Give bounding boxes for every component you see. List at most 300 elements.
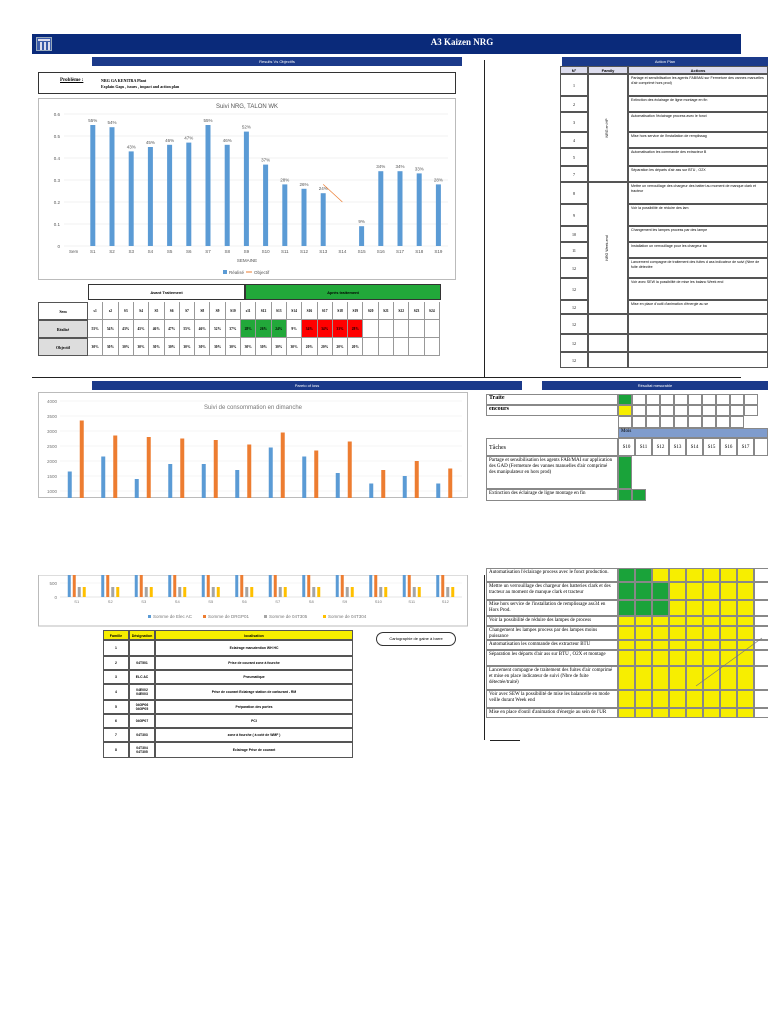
task-status bbox=[754, 640, 768, 650]
task-status bbox=[737, 582, 754, 600]
week-header: S12 bbox=[652, 438, 669, 456]
task-status bbox=[618, 600, 635, 616]
grid-cell bbox=[674, 416, 688, 428]
x-tick-label: S12 bbox=[299, 249, 309, 254]
family-header: localisation bbox=[155, 630, 353, 640]
bar-elec-ac bbox=[436, 484, 440, 499]
week-header: S11 bbox=[635, 438, 652, 456]
week-cell: 54% bbox=[103, 320, 118, 338]
data-label: 34% bbox=[395, 164, 405, 170]
x-tick-label: S15 bbox=[357, 249, 366, 254]
grid-cell bbox=[632, 405, 646, 416]
bar-elec-ac bbox=[168, 464, 172, 498]
family-cell: ELC AC bbox=[129, 670, 155, 684]
task-status bbox=[635, 626, 652, 640]
family-cell bbox=[129, 640, 155, 656]
taches-label: Tâches bbox=[486, 438, 618, 456]
week-cell bbox=[409, 338, 424, 356]
task-status bbox=[737, 690, 754, 708]
bar-lower bbox=[341, 575, 344, 597]
action-text: Voir la possibilité de réduire des lam bbox=[628, 204, 768, 226]
family-cell: 04GP06 04GP05 bbox=[129, 700, 155, 714]
bar-lower bbox=[307, 575, 310, 597]
week-cell: 30% bbox=[256, 338, 271, 356]
task-status bbox=[703, 600, 720, 616]
grid-cell bbox=[702, 416, 716, 428]
task-status bbox=[635, 650, 652, 666]
week-cell: 20% bbox=[333, 338, 348, 356]
bar-realise bbox=[436, 184, 441, 246]
task-status bbox=[720, 582, 737, 600]
family-header: Désignation bbox=[129, 630, 155, 640]
task-text: Automatisation l'éclairage process avec le fonct production. bbox=[486, 568, 618, 582]
week-cell: 34% bbox=[302, 320, 317, 338]
task-status bbox=[669, 582, 686, 600]
grid-cell bbox=[674, 394, 688, 405]
task-status bbox=[669, 708, 686, 718]
bar-elec-ac bbox=[101, 457, 105, 499]
task-status bbox=[632, 489, 646, 501]
bar-lower bbox=[351, 587, 354, 597]
bar-lower bbox=[135, 575, 138, 597]
bar-realise bbox=[302, 189, 307, 246]
week-cell: 9% bbox=[287, 320, 302, 338]
bar-lower bbox=[346, 587, 349, 597]
bar-realise bbox=[282, 184, 287, 246]
bar-lower bbox=[150, 587, 153, 597]
bar-realise bbox=[398, 171, 403, 246]
bar-realise bbox=[244, 132, 249, 246]
bar-lower bbox=[116, 587, 119, 597]
cartographie-label: Cartographie de gaine à barre bbox=[389, 636, 443, 641]
bar-lower bbox=[413, 587, 416, 597]
x-tick-label: S5 bbox=[208, 599, 214, 604]
task-status bbox=[754, 568, 768, 582]
action-number: 8 bbox=[560, 182, 588, 204]
task-status bbox=[720, 666, 737, 690]
x-tick-label: S17 bbox=[395, 249, 405, 254]
week-cell: 24% bbox=[272, 320, 287, 338]
action-number: 12 bbox=[560, 278, 588, 300]
week-cell: 45% bbox=[134, 320, 149, 338]
bar-elec-ac bbox=[269, 448, 273, 499]
week-cell: 28% bbox=[241, 320, 256, 338]
grid-cell bbox=[646, 416, 660, 428]
task-status bbox=[720, 626, 737, 640]
data-label: 52% bbox=[241, 124, 251, 130]
legend-entry: Somme de Elec AC bbox=[153, 614, 193, 619]
data-label: 47% bbox=[184, 135, 194, 141]
action-number: 5 bbox=[560, 148, 588, 166]
bar-realise bbox=[417, 173, 422, 246]
chart-title: Suivi de consommation en dimanche bbox=[203, 405, 303, 411]
family-header: Famille bbox=[103, 630, 129, 640]
bar-lower bbox=[68, 575, 71, 597]
grid-cell bbox=[688, 416, 702, 428]
task-status bbox=[754, 626, 768, 640]
task-status bbox=[703, 626, 720, 640]
week-cell: S10 bbox=[226, 302, 241, 320]
bar-lower bbox=[274, 575, 277, 597]
probleme-label: Problème : bbox=[60, 78, 84, 83]
task-status bbox=[686, 568, 703, 582]
week-cell: S13 bbox=[272, 302, 287, 320]
week-cell: S9 bbox=[210, 302, 225, 320]
grid-cell bbox=[646, 394, 660, 405]
week-cell: 34% bbox=[318, 320, 333, 338]
family-nrg-weekend-label: NRG Week-end bbox=[605, 235, 609, 261]
grid-cell bbox=[716, 405, 730, 416]
task-status bbox=[635, 666, 652, 690]
task-status bbox=[720, 640, 737, 650]
consumption-chart-lower bbox=[38, 575, 468, 627]
x-tick-label: S2 bbox=[107, 599, 113, 604]
task-status bbox=[618, 690, 635, 708]
bar-lower bbox=[374, 575, 377, 597]
task-status bbox=[703, 708, 720, 718]
cartographie-box bbox=[376, 632, 456, 646]
bar-realise bbox=[359, 226, 364, 246]
bar-drgp01 bbox=[247, 445, 251, 499]
x-tick-label: S4 bbox=[174, 599, 180, 604]
bar-lower bbox=[83, 587, 86, 597]
grid-cell bbox=[674, 405, 688, 416]
data-label: 37% bbox=[261, 157, 271, 163]
task-text: Mise hors service de l'installation de remplissage ass34 en Hors Prod. bbox=[486, 600, 618, 616]
task-status bbox=[652, 626, 669, 640]
action-plan-table bbox=[560, 66, 768, 374]
task-status bbox=[686, 600, 703, 616]
y-tick-label: 1000 bbox=[46, 489, 57, 494]
bar-elec-ac bbox=[202, 464, 206, 498]
task-status bbox=[686, 666, 703, 690]
bar-realise bbox=[148, 147, 153, 246]
pareto-band: Pareto of loss bbox=[92, 381, 522, 390]
bar-lower bbox=[235, 575, 238, 597]
task-status bbox=[618, 708, 635, 718]
grid-cell bbox=[702, 394, 716, 405]
task-status bbox=[686, 708, 703, 718]
legend-entry: Somme de 04T304 bbox=[328, 614, 367, 619]
week-cell: 52% bbox=[210, 320, 225, 338]
bar-lower bbox=[245, 587, 248, 597]
bar-elec-ac bbox=[68, 472, 72, 499]
divider-v bbox=[484, 60, 485, 378]
bar-lower bbox=[408, 575, 411, 597]
avant-header: Avant Traitement bbox=[88, 284, 245, 300]
family-cell: 8 bbox=[103, 742, 129, 758]
action-text: Mettre un verrouillage des chargeur des batteri au moment de manque clark et tracteur bbox=[628, 182, 768, 204]
bar-realise bbox=[167, 145, 172, 246]
data-label: 9% bbox=[358, 219, 365, 225]
data-label: 28% bbox=[433, 177, 443, 183]
week-cell: 46% bbox=[195, 320, 210, 338]
bar-lower bbox=[145, 587, 148, 597]
chart-title: Suivi NRG, TALON WK bbox=[215, 104, 279, 110]
action-number: 3 bbox=[560, 112, 588, 132]
grid-cell bbox=[688, 394, 702, 405]
bar-elec-ac bbox=[403, 476, 407, 498]
family-cell: Prise de courant zone à fourche bbox=[155, 656, 353, 670]
task-status bbox=[635, 600, 652, 616]
y-tick-label: 1500 bbox=[46, 474, 57, 479]
data-label: 26% bbox=[299, 181, 309, 187]
task-text: Extinction des éclairage de ligne montage en fin bbox=[486, 489, 618, 501]
week-cell bbox=[379, 320, 394, 338]
task-status bbox=[669, 568, 686, 582]
family-cell: Préparation des portes bbox=[155, 700, 353, 714]
y-tick-label: 0 bbox=[57, 244, 60, 249]
task-status bbox=[737, 650, 754, 666]
bar-lower bbox=[269, 575, 272, 597]
family-nrg-hp bbox=[588, 74, 628, 182]
week-cell bbox=[363, 338, 378, 356]
data-label: 46% bbox=[222, 137, 232, 143]
x-tick-label: S8 bbox=[224, 249, 230, 254]
week-cell: S17 bbox=[318, 302, 333, 320]
task-status bbox=[754, 600, 768, 616]
task-text: Partage et sensibilisation les agents FAB/MAI sur application des GAD (Fermeture des vannes manuelles d'air comprimé des manipulateur en hors prod) bbox=[486, 456, 618, 489]
bar-lower bbox=[436, 575, 439, 597]
week-cell bbox=[379, 338, 394, 356]
action-number: 12 bbox=[560, 258, 588, 278]
grid-cell bbox=[744, 405, 758, 416]
bar-lower bbox=[451, 587, 454, 597]
action-text: Installation un verrouillage pour les chargeur ba bbox=[628, 242, 768, 258]
x-tick-label: S11 bbox=[280, 249, 289, 254]
y-tick-label: 0.4 bbox=[53, 156, 60, 161]
task-status bbox=[686, 640, 703, 650]
action-text bbox=[628, 334, 768, 352]
bar-realise bbox=[321, 193, 326, 246]
task-status bbox=[652, 600, 669, 616]
data-label: 24% bbox=[318, 186, 328, 192]
grid-cell bbox=[716, 416, 730, 428]
action-number: 12 bbox=[560, 352, 588, 368]
week-cell: 37% bbox=[226, 320, 241, 338]
x-axis-label: SEMAINE bbox=[236, 258, 258, 263]
bar-lower bbox=[446, 587, 449, 597]
bar-lower bbox=[101, 575, 104, 597]
task-text: Voir la possibilité de réduire des lampes de process bbox=[486, 616, 618, 626]
grid-cell bbox=[716, 394, 730, 405]
task-text: Changement les lampes process par des lampes moins puissance bbox=[486, 626, 618, 640]
data-label: 55% bbox=[88, 118, 98, 123]
x-tick-label: S16 bbox=[376, 249, 385, 254]
bar-drgp01 bbox=[113, 436, 117, 499]
family-cell: 4 bbox=[103, 684, 129, 700]
family-cell: 6 bbox=[103, 714, 129, 728]
bar-elec-ac bbox=[369, 484, 373, 499]
task-status bbox=[737, 708, 754, 718]
grid-cell bbox=[646, 405, 660, 416]
family-cell: 7 bbox=[103, 728, 129, 742]
task-status bbox=[737, 640, 754, 650]
week-cell: 30% bbox=[119, 338, 134, 356]
grid-cell bbox=[730, 394, 744, 405]
week-cell: S18 bbox=[333, 302, 348, 320]
week-cell: S16 bbox=[302, 302, 317, 320]
task-status bbox=[618, 456, 632, 489]
bar-elec-ac bbox=[235, 470, 239, 498]
x-tick-label: S5 bbox=[166, 249, 173, 254]
family-nrg-hp-label: NRG en HP bbox=[605, 118, 609, 138]
x-tick-label: S18 bbox=[415, 249, 424, 254]
y-tick-label: 3000 bbox=[46, 429, 57, 434]
y-tick-label: 2000 bbox=[46, 459, 57, 464]
bar-drgp01 bbox=[314, 451, 318, 499]
y-tick-label: 500 bbox=[49, 581, 57, 586]
task-status bbox=[669, 600, 686, 616]
action-text: Voir avec SEW la possibilité de mise les balanc Week end bbox=[628, 278, 768, 300]
family-cell: 2 bbox=[103, 656, 129, 670]
grid-cell bbox=[660, 405, 674, 416]
task-status bbox=[652, 582, 669, 600]
bar-lower bbox=[403, 575, 406, 597]
data-label: 43% bbox=[126, 144, 136, 150]
data-label: 28% bbox=[280, 177, 290, 183]
week-cell: 55% bbox=[180, 320, 195, 338]
week-cell: 30% bbox=[210, 338, 225, 356]
week-cell: S24 bbox=[425, 302, 440, 320]
week-cell: 30% bbox=[149, 338, 164, 356]
action-text: Mise hors service de l'installation de remplissag bbox=[628, 132, 768, 148]
task-status bbox=[652, 650, 669, 666]
action-number: 1 bbox=[560, 74, 588, 96]
task-status bbox=[686, 582, 703, 600]
grid-cell bbox=[744, 394, 758, 405]
encours-swatch bbox=[618, 405, 632, 416]
task-status bbox=[720, 708, 737, 718]
action-number: 10 bbox=[560, 226, 588, 242]
week-cell: 20% bbox=[318, 338, 333, 356]
task-status bbox=[652, 568, 669, 582]
bar-lower bbox=[106, 575, 109, 597]
action-text: Changement les lampes process par des lampe bbox=[628, 226, 768, 242]
week-cell bbox=[409, 320, 424, 338]
bar-drgp01 bbox=[214, 440, 218, 498]
task-status bbox=[754, 650, 768, 666]
task-status bbox=[703, 650, 720, 666]
task-status bbox=[669, 626, 686, 640]
action-number: 7 bbox=[560, 166, 588, 182]
task-status bbox=[635, 582, 652, 600]
task-status bbox=[669, 640, 686, 650]
week-cell bbox=[394, 338, 409, 356]
bar-drgp01 bbox=[415, 461, 419, 498]
task-status bbox=[720, 568, 737, 582]
week-cell: 30% bbox=[226, 338, 241, 356]
task-status bbox=[754, 616, 768, 626]
week-cell: S5 bbox=[149, 302, 164, 320]
task-status bbox=[686, 616, 703, 626]
y-tick-label: 0.3 bbox=[53, 178, 60, 183]
legend-entry: Somme de 04T305 bbox=[269, 614, 308, 619]
legend-swatch bbox=[264, 615, 267, 618]
week-header: S16 bbox=[720, 438, 737, 456]
family-cell: 04T303 bbox=[129, 728, 155, 742]
bar-drgp01 bbox=[80, 421, 84, 499]
y-tick-label: 0 bbox=[54, 595, 57, 600]
grid-cell bbox=[730, 416, 744, 428]
divider-v2 bbox=[484, 575, 485, 740]
task-status bbox=[720, 690, 737, 708]
task-status bbox=[703, 616, 720, 626]
problem-box bbox=[38, 72, 456, 94]
page-title: A3 Kaizen NRG bbox=[430, 37, 494, 47]
x-tick-label: S1 bbox=[74, 599, 80, 604]
family-empty bbox=[588, 314, 628, 334]
family-cell: Eclairage Prise de courant bbox=[155, 742, 353, 758]
task-status bbox=[652, 640, 669, 650]
suivi-table bbox=[486, 393, 768, 523]
legend-swatch bbox=[203, 615, 206, 618]
family-nrg-weekend bbox=[588, 182, 628, 314]
bar-drgp01 bbox=[180, 439, 184, 499]
bar-lower bbox=[336, 575, 339, 597]
week-header: S13 bbox=[669, 438, 686, 456]
task-status bbox=[669, 650, 686, 666]
x-tick-label: S10 bbox=[261, 249, 270, 254]
grid-cell bbox=[754, 438, 768, 456]
bar-lower bbox=[369, 575, 372, 597]
task-status bbox=[618, 650, 635, 666]
task-text: Mettre un verrouillage des chargeur des batteries clark et des tracteur au moment de manque clark et tracteur bbox=[486, 582, 618, 600]
data-label: 33% bbox=[414, 166, 424, 172]
family-cell: Pneumatique bbox=[155, 670, 353, 684]
bar-lower bbox=[78, 587, 81, 597]
week-cell: 47% bbox=[165, 320, 180, 338]
action-number: 12 bbox=[560, 300, 588, 314]
mois-label: Mois bbox=[618, 428, 768, 438]
x-tick-label: S6 bbox=[241, 599, 247, 604]
week-row-label: Réalisé bbox=[38, 320, 88, 338]
week-row-label: Objectif bbox=[38, 338, 88, 356]
week-cell: 30% bbox=[180, 338, 195, 356]
week-cell bbox=[425, 338, 440, 356]
y-tick-label: 0.1 bbox=[53, 222, 60, 227]
action-number: 9 bbox=[560, 204, 588, 226]
task-status bbox=[686, 690, 703, 708]
action-text: Séparation les départs d'air ass sur BTU , O2X bbox=[628, 166, 768, 182]
family-cell: 3 bbox=[103, 670, 129, 684]
week-header: S15 bbox=[703, 438, 720, 456]
family-empty bbox=[588, 352, 628, 368]
week-cell: 30% bbox=[272, 338, 287, 356]
probleme-line1: NRG GA KENITRA Plant bbox=[101, 78, 147, 83]
task-text: Mise en place d'outil d'animation d'énergie au sein de l'UR bbox=[486, 708, 618, 718]
week-cell: S14 bbox=[287, 302, 302, 320]
bar-realise bbox=[225, 145, 230, 246]
family-cell: Prise de courant Eclairage station de carburant - RM bbox=[155, 684, 353, 700]
action-number: 2 bbox=[560, 96, 588, 112]
x-tick-label: S3 bbox=[128, 249, 134, 254]
family-empty bbox=[588, 334, 628, 352]
task-status bbox=[618, 626, 635, 640]
bar-lower bbox=[250, 587, 253, 597]
legend-realise: Réalisé bbox=[229, 270, 245, 275]
task-status bbox=[703, 582, 720, 600]
bar-lower bbox=[240, 575, 243, 597]
action-text bbox=[628, 352, 768, 368]
task-status bbox=[618, 640, 635, 650]
suivi-band: Résultat mesurable bbox=[542, 381, 768, 390]
bar-elec-ac bbox=[302, 457, 306, 499]
task-status bbox=[618, 616, 635, 626]
bar-lower bbox=[140, 575, 143, 597]
week-cell: S6 bbox=[165, 302, 180, 320]
task-text: Voir avec SEW la possibilité de mise les balancelle en mode veille durant Week end bbox=[486, 690, 618, 708]
